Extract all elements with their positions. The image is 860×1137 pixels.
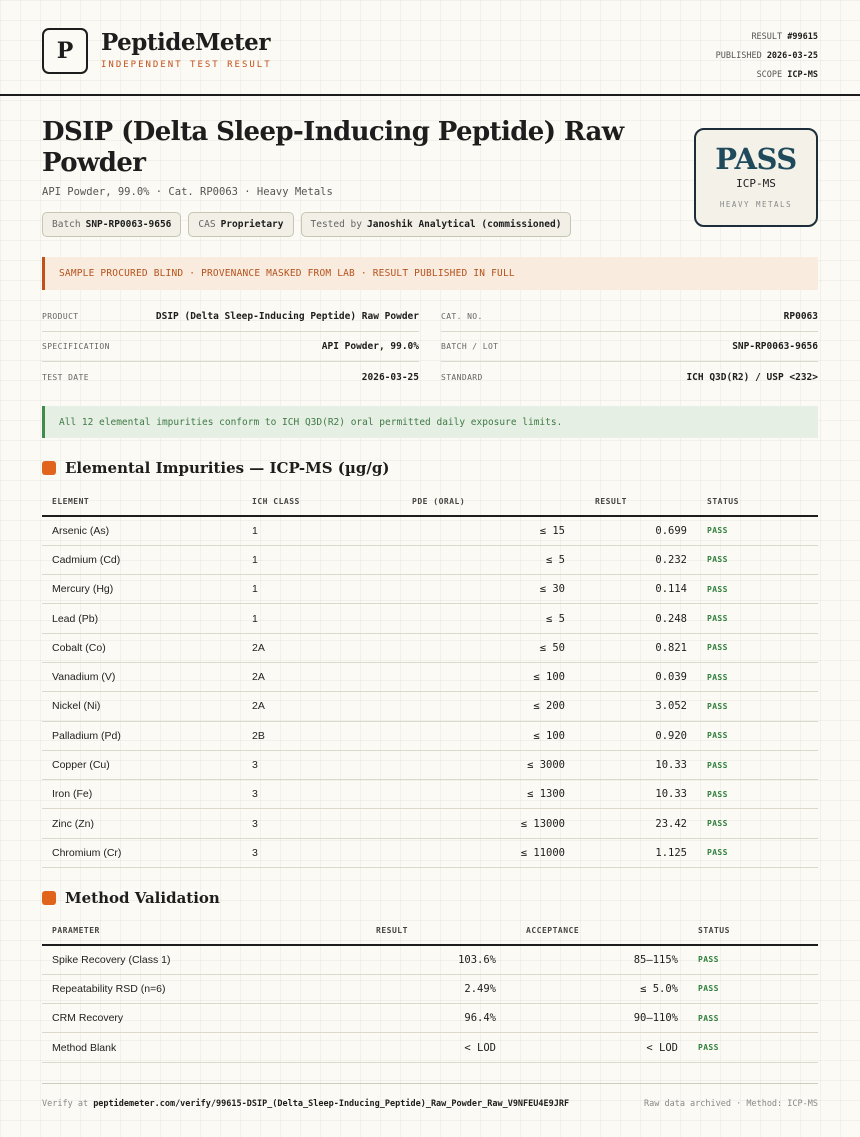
detail-row-test-date (42, 362, 419, 392)
ich-class: 1 (242, 604, 402, 633)
verify-link[interactable]: peptidemeter.com/verify/99615-DSIP_(Delta_Sleep-Inducing_Peptide)_Raw_Powder_Raw_V9NFEU4E9JRF (93, 1099, 570, 1109)
result-value: 3.052 (575, 692, 697, 721)
batch-chip (42, 212, 181, 237)
detail-label: PRODUCT (42, 312, 79, 321)
detail-row-standard (441, 362, 818, 392)
table-row (42, 750, 818, 779)
brand-logo: P (42, 28, 88, 74)
page-title: DSIP (Delta Sleep-Inducing Peptide) Raw Powder (42, 117, 624, 178)
detail-row-batch (441, 332, 818, 362)
cas-chip (188, 212, 293, 237)
table-row (42, 1033, 818, 1062)
detail-value: 2026-03-25 (361, 371, 419, 383)
verify-line (42, 1099, 569, 1109)
pde-limit: ≤ 1300 (402, 780, 575, 809)
pde-limit: ≤ 5 (402, 604, 575, 633)
element-name: Vanadium (V) (42, 662, 242, 691)
footer-method-note: Raw data archived · Method: ICP-MS (644, 1099, 818, 1109)
ich-class: 1 (242, 516, 402, 545)
column-header: ELEMENT (42, 488, 242, 516)
status-badge: PASS (697, 750, 818, 779)
impurities-heading (42, 459, 389, 477)
table-row (42, 545, 818, 574)
table-header-row (42, 917, 818, 945)
ich-class: 2A (242, 692, 402, 721)
result-value: 0.821 (575, 633, 697, 662)
element-name: Cadmium (Cd) (42, 545, 242, 574)
result-value: 0.699 (575, 516, 697, 545)
status-badge: PASS (688, 1033, 818, 1062)
status-badge: PASS (697, 838, 818, 867)
result-number: #99615 (787, 32, 818, 42)
scope-label: SCOPE (756, 70, 783, 80)
detail-label: CAT. NO. (441, 312, 483, 321)
scope-value: ICP-MS (787, 70, 818, 80)
element-name: Zinc (Zn) (42, 809, 242, 838)
section-marker-icon (42, 891, 56, 905)
result-value: 103.6% (354, 945, 506, 974)
status-badge: PASS (688, 974, 818, 1003)
conformance-banner: All 12 elemental impurities conform to ICH Q3D(R2) oral permitted daily exposure limits. (42, 406, 818, 438)
element-name: Lead (Pb) (42, 604, 242, 633)
status-badge: PASS (697, 604, 818, 633)
column-header: STATUS (688, 917, 818, 945)
ich-class: 2A (242, 662, 402, 691)
product-subtitle: API Powder, 99.0% · Cat. RP0063 · Heavy Metals (42, 186, 333, 198)
table-row (42, 604, 818, 633)
result-value: 0.248 (575, 604, 697, 633)
chip-value: Proprietary (220, 219, 284, 230)
chip-row (42, 212, 571, 237)
result-value: 0.114 (575, 575, 697, 604)
result-value: 1.125 (575, 838, 697, 867)
table-row (42, 575, 818, 604)
result-value: 96.4% (354, 1004, 506, 1033)
acceptance-range: < LOD (506, 1033, 688, 1062)
element-name: Nickel (Ni) (42, 692, 242, 721)
page-header (0, 0, 860, 96)
acceptance-range: 90–110% (506, 1004, 688, 1033)
pde-limit: ≤ 5 (402, 545, 575, 574)
column-header: RESULT (354, 917, 506, 945)
validation-heading (42, 889, 220, 907)
result-meta (716, 28, 818, 85)
column-header: STATUS (697, 488, 818, 516)
stamp-verdict: PASS (715, 142, 797, 176)
impurities-table (42, 488, 818, 868)
column-header: RESULT (575, 488, 697, 516)
detail-value: API Powder, 99.0% (321, 341, 419, 352)
ich-class: 2B (242, 721, 402, 750)
element-name: Cobalt (Co) (42, 633, 242, 662)
element-name: Iron (Fe) (42, 780, 242, 809)
chip-value: SNP-RP0063-9656 (85, 219, 172, 230)
ich-class: 3 (242, 838, 402, 867)
detail-row-product (42, 302, 419, 332)
stamp-method: ICP-MS (736, 177, 776, 190)
pde-limit: ≤ 13000 (402, 809, 575, 838)
result-value: 23.42 (575, 809, 697, 838)
element-name: Copper (Cu) (42, 750, 242, 779)
table-row (42, 633, 818, 662)
result-label: RESULT (751, 32, 783, 42)
ich-class: 3 (242, 750, 402, 779)
result-value: 10.33 (575, 750, 697, 779)
status-badge: PASS (688, 1004, 818, 1033)
column-header: PDE (ORAL) (402, 488, 575, 516)
pde-limit: ≤ 11000 (402, 838, 575, 867)
chip-label: Tested by (310, 219, 362, 230)
result-value: 0.232 (575, 545, 697, 574)
published-date: 2026-03-25 (766, 51, 818, 61)
table-row (42, 1004, 818, 1033)
pde-limit: ≤ 30 (402, 575, 575, 604)
element-name: Arsenic (As) (42, 516, 242, 545)
result-value: 0.039 (575, 662, 697, 691)
ich-class: 3 (242, 809, 402, 838)
published-label: PUBLISHED (715, 51, 762, 61)
table-header-row (42, 488, 818, 516)
table-row (42, 780, 818, 809)
element-name: Palladium (Pd) (42, 721, 242, 750)
table-row (42, 974, 818, 1003)
pde-limit: ≤ 15 (402, 516, 575, 545)
status-badge: PASS (697, 545, 818, 574)
tested-by-chip (301, 212, 572, 237)
result-value: 0.920 (575, 721, 697, 750)
ich-class: 1 (242, 545, 402, 574)
ich-class: 1 (242, 575, 402, 604)
chip-label: CAS (198, 219, 216, 230)
pass-stamp (694, 128, 818, 227)
parameter-name: Spike Recovery (Class 1) (42, 945, 354, 974)
stamp-scope: HEAVY METALS (719, 200, 793, 209)
element-name: Chromium (Cr) (42, 838, 242, 867)
element-name: Mercury (Hg) (42, 575, 242, 604)
status-badge: PASS (697, 633, 818, 662)
parameter-name: CRM Recovery (42, 1004, 354, 1033)
status-badge: PASS (697, 516, 818, 545)
chip-value: Janoshik Analytical (commissioned) (366, 219, 562, 230)
brand-tagline: INDEPENDENT TEST RESULT (101, 60, 272, 70)
table-row (42, 945, 818, 974)
section-title: Elemental Impurities — ICP-MS (µg/g) (65, 459, 390, 477)
column-header: ACCEPTANCE (506, 917, 688, 945)
detail-value: RP0063 (783, 311, 818, 322)
status-badge: PASS (697, 780, 818, 809)
status-badge: PASS (697, 692, 818, 721)
page-footer (42, 1083, 818, 1109)
detail-row-cat-no (441, 302, 818, 332)
detail-value: DSIP (Delta Sleep-Inducing Peptide) Raw Powder (155, 311, 419, 322)
chip-label: Batch (52, 219, 81, 230)
acceptance-range: ≤ 5.0% (506, 974, 688, 1003)
table-row (42, 838, 818, 867)
table-row (42, 721, 818, 750)
column-header: PARAMETER (42, 917, 354, 945)
parameter-name: Method Blank (42, 1033, 354, 1062)
table-row (42, 692, 818, 721)
validation-table (42, 917, 818, 1063)
ich-class: 2A (242, 633, 402, 662)
detail-label: SPECIFICATION (42, 342, 110, 351)
procurement-notice: SAMPLE PROCURED BLIND · PROVENANCE MASKED FROM LAB · RESULT PUBLISHED IN FULL (42, 257, 818, 290)
result-value: 2.49% (354, 974, 506, 1003)
column-header: ICH CLASS (242, 488, 402, 516)
pde-limit: ≤ 50 (402, 633, 575, 662)
pde-limit: ≤ 3000 (402, 750, 575, 779)
parameter-name: Repeatability RSD (n=6) (42, 974, 354, 1003)
detail-label: BATCH / LOT (441, 342, 499, 351)
ich-class: 3 (242, 780, 402, 809)
result-value: < LOD (354, 1033, 506, 1062)
status-badge: PASS (697, 575, 818, 604)
status-badge: PASS (697, 662, 818, 691)
table-row (42, 516, 818, 545)
detail-value: ICH Q3D(R2) / USP <232> (686, 371, 818, 383)
verify-label: Verify at (42, 1099, 89, 1109)
status-badge: PASS (688, 945, 818, 974)
pde-limit: ≤ 100 (402, 721, 575, 750)
section-title: Method Validation (65, 889, 220, 907)
detail-label: STANDARD (441, 372, 483, 382)
detail-label: TEST DATE (42, 372, 89, 382)
detail-value: SNP-RP0063-9656 (732, 341, 818, 352)
acceptance-range: 85–115% (506, 945, 688, 974)
brand-name: PeptideMeter (101, 29, 270, 56)
pde-limit: ≤ 200 (402, 692, 575, 721)
table-row (42, 662, 818, 691)
status-badge: PASS (697, 721, 818, 750)
result-value: 10.33 (575, 780, 697, 809)
section-marker-icon (42, 461, 56, 475)
pde-limit: ≤ 100 (402, 662, 575, 691)
table-row (42, 809, 818, 838)
detail-row-specification (42, 332, 419, 362)
status-badge: PASS (697, 809, 818, 838)
